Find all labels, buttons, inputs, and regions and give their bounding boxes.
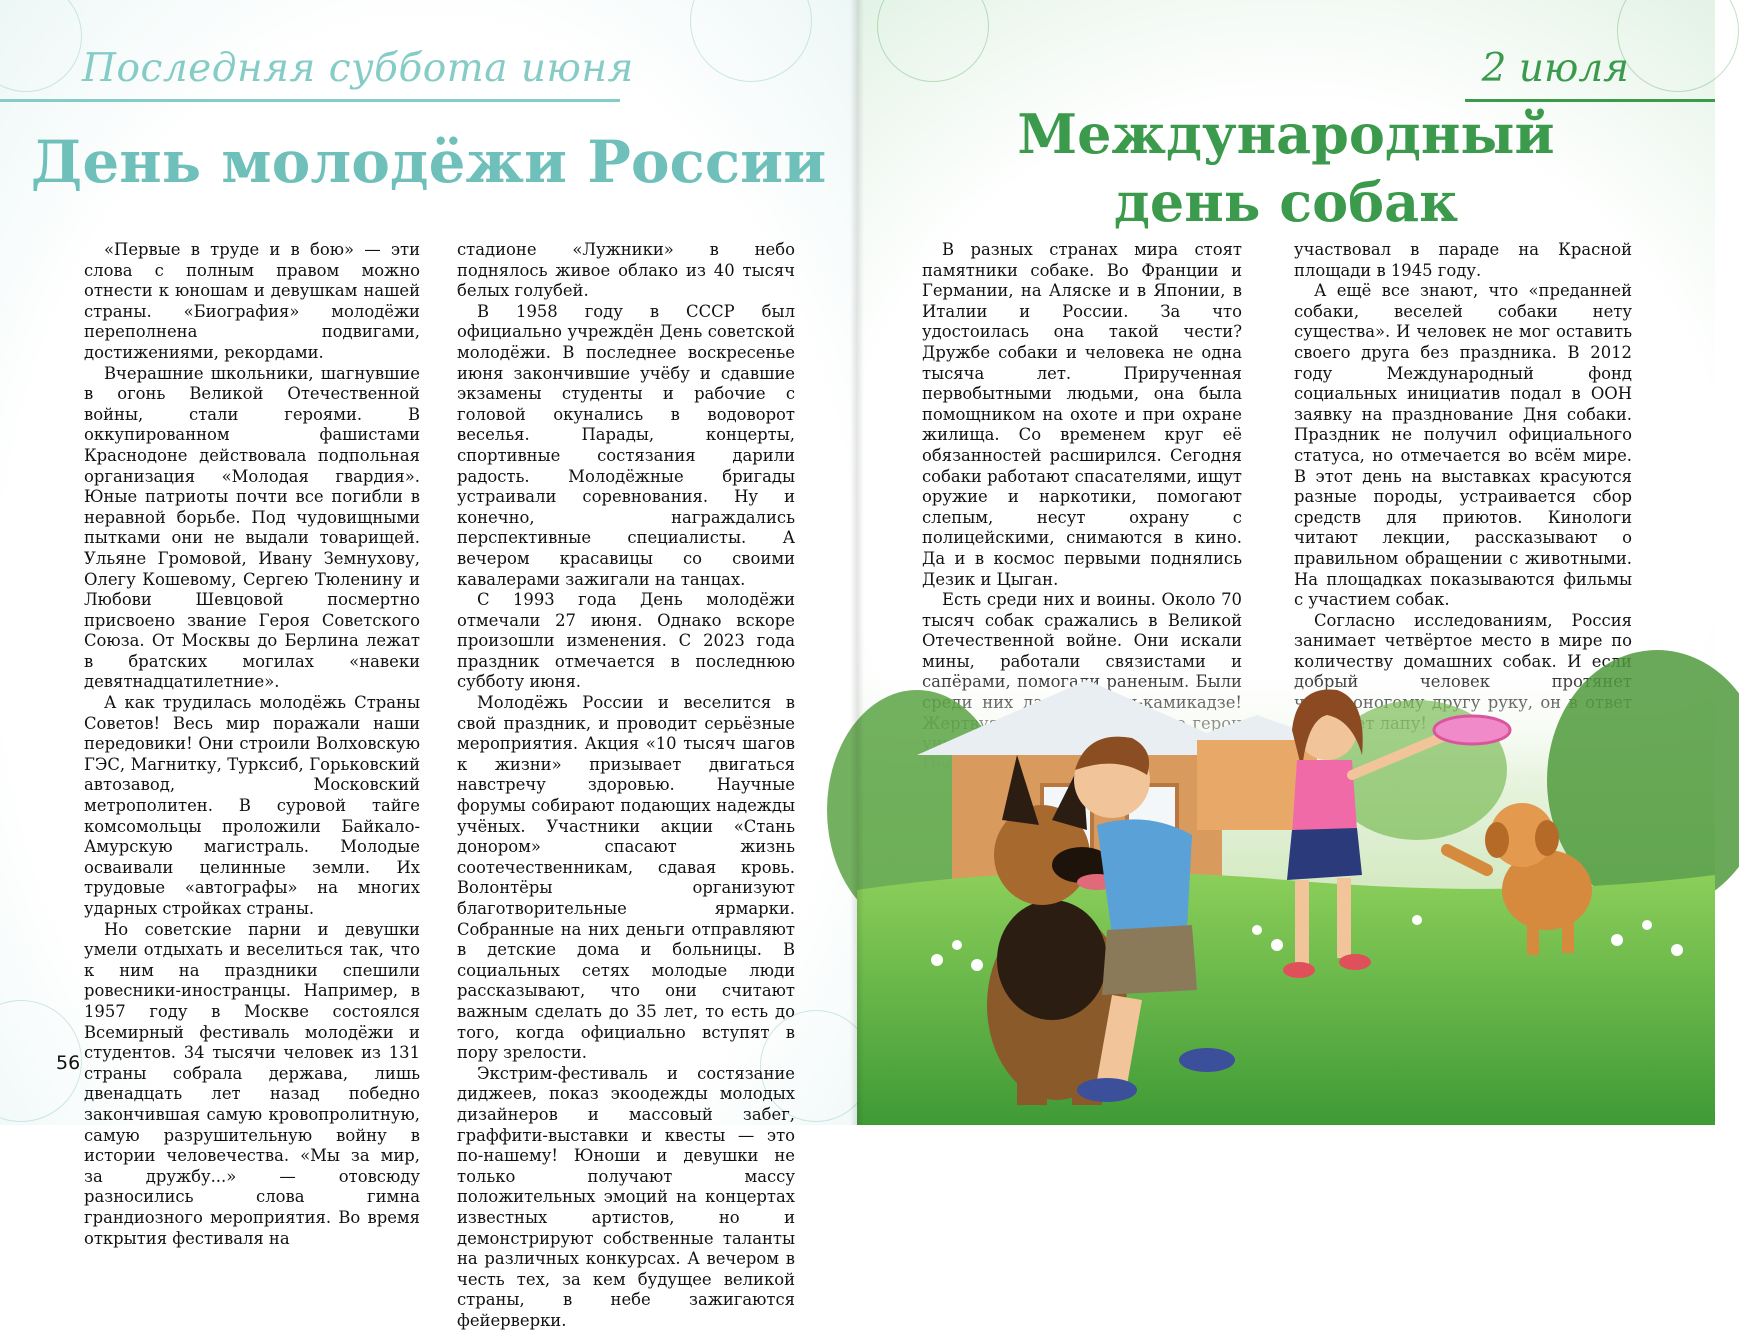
paragraph: А ещё все знают, что «преданней собаки, веселей собаки нету существа». И человек не мог оставить своего друга без праздника. В 2012 году Международный фонд социальных инициатив подал в ООН заявку на празднование Дня собаки. Праздник не получил официального статуса, но отмечается во всём мире. В этот день на выставках красуются разные породы, устраивается сбор средств для приютов. Кинологи читают лекции, рассказывают о правильном обращении с животными. На площадках показываются фильмы с участием собак. xyxy=(1294,281,1632,610)
paragraph: Согласно исследованиям, Россия занимает четвёртое место в мире по xyxy=(1294,610,1632,651)
decorative-circle xyxy=(1617,0,1739,92)
lawn xyxy=(857,872,1715,1125)
frisbee xyxy=(1434,716,1510,744)
paragraph: участвовал в параде на Красной площади в 1945 году. xyxy=(1294,240,1632,280)
paragraph: В 1958 году в СССР был официально учреждён День советской молодёжи. В последнее воскресенье июня закончившие учёбу и сдавшие экзамены студенты и рабочие с головой окунались в водоворот веселья. Парады, концерты, спортивные состязания дарили радость. Молодёжные бригады устраивали соревнования. Ну и конечно, награждались перспективные специалисты. А вечером красавицы со своими кавалерами зажигали на танцах. xyxy=(457,301,795,589)
paragraph: С 1993 года День молодёжи отмечали 27 июня. Однако вскоре произошли изменения. С 2023 года праздник отмечается в последнюю субботу июня. xyxy=(457,590,795,692)
text-column-1 xyxy=(84,240,420,1249)
page-header-date: Последняя суббота июня xyxy=(82,46,634,91)
page-title xyxy=(857,100,1715,236)
children-with-dogs-illustration xyxy=(857,660,1715,1125)
paragraph: Экстрим-фестиваль и состязание диджеев, показ экоодежды молодых дизайнеров и массовый забег, граффити-выставки и квесты — это по-нашему! Юноши и девушки не только получают массу положительных эмоций на концертах известных артистов, но и демонстрируют собственные таланты на различных конкурсах. А вечером в честь тех, за кем будущее великой страны, в небе зажигаются фейерверки. xyxy=(457,1063,795,1330)
page-header-date: 2 июля xyxy=(1481,46,1629,91)
paragraph: «Первые в труде и в бою» — эти слова с полным правом можно отнести к юношам и девушкам нашей страны. «Биография» молодёжи переполнена подвигами, достижениями, рекордами. xyxy=(84,240,420,362)
decorative-circle xyxy=(877,0,989,82)
paragraph: стадионе «Лужники» в небо поднялось живое облако из 40 тысяч белых голубей. xyxy=(457,240,795,301)
paragraph: А как трудилась молодёжь Страны Советов! Весь мир поражали наши передовики! Они строили Волховскую ГЭС, Магнитку, Турксиб, Горьковский автозавод, Московский метрополитен. В суровой тайге комсомольцы проложили Байкало-Амурскую магистраль. Молодые осваивали целинные земли. Их трудовые «автографы» на многих ударных стройках страны. xyxy=(84,693,420,918)
title-line-1: Международный xyxy=(1017,102,1555,166)
left-page xyxy=(0,0,857,1330)
title-line-2: день собак xyxy=(1113,170,1459,234)
paragraph: Но советские парни и девушки умели отдыхать и веселиться так, что к ним на праздники спешили ровесники-иностранцы. Например, в 1957 году в Москве состоялся Всемирный фестиваль молодёжи и студентов. 34 тысячи человек из 131 страны собрала держава, лишь двенадцать лет назад победно закончившая самую кровопролитную, самую разрушительную войну в истории человечества. «Мы за мир, за дружбу...» — отовсюду разносились слова гимна грандиозного мероприятия. Во время открытия фестиваля на xyxy=(84,919,420,1248)
text-column-2 xyxy=(457,240,795,1331)
header-rule xyxy=(0,99,620,102)
paragraph: Молодёжь России и веселится в свой праздник, и проводит серьёзные мероприятия. Акция «10 тысяч шагов к жизни» призывает двигаться навстречу здоровью. Научные форумы собирают подающих надежды учёных. Участники акции «Стань донором» спасают жизнь соотечественникам, сдавая кровь. Волонтёры организуют благотворительные ярмарки. Собранные на них деньги отправляют в детские дома и больницы. В социальных сетях молодые люди рассказывают, что они считают важным сделать до 35 лет, то есть до того, когда официально вступят в пору зрелости. xyxy=(457,693,795,1063)
page-title: День молодёжи России xyxy=(30,128,827,196)
decorative-circle xyxy=(0,0,82,92)
book-gutter xyxy=(850,0,864,1125)
paragraph: Есть среди них и воины. Около 70 тысяч собак сражались в Великой Отечественной войне. Они искали xyxy=(922,590,1242,651)
page-number: 56 xyxy=(56,1052,81,1074)
decorative-circle xyxy=(690,0,812,82)
paragraph: В разных странах мира стоят памятники собаке. Во Франции и Германии, на Аляске и в Японии, в Италии и России. За что удостоилась она такой чести? Дружбе собаки и человека не одна тысяча лет. Прирученная первобытными людьми, она была помощником на охоте и при охране жилища. Со временем круг её обязанностей расширился. Сегодня собаки работают спасателями, ищут оружие и наркотики, помогают слепым, несут охрану с полицейскими, снимаются в кино. Да и в космос первыми поднялись Дезик и Цыган. xyxy=(922,240,1242,589)
right-page xyxy=(857,0,1715,1125)
paragraph: Вчерашние школьники, шагнувшие в огонь Великой Отечественной войны, стали героями. В оккупированном фашистами Краснодоне действовала подпольная организация «Молодая гвардия». Юные патриоты почти все погибли в неравной борьбе. Под чудовищными пытками они не выдали товарищей. Ульяне Громовой, Ивану Земнухову, Олегу Кошевому, Сергею Тюленину и Любови Шевцовой посмертно присвоено звание Героя Советского Союза. От Москвы до Берлина лежат в братских могилах «навеки девятнадцатилетние». xyxy=(84,363,420,692)
